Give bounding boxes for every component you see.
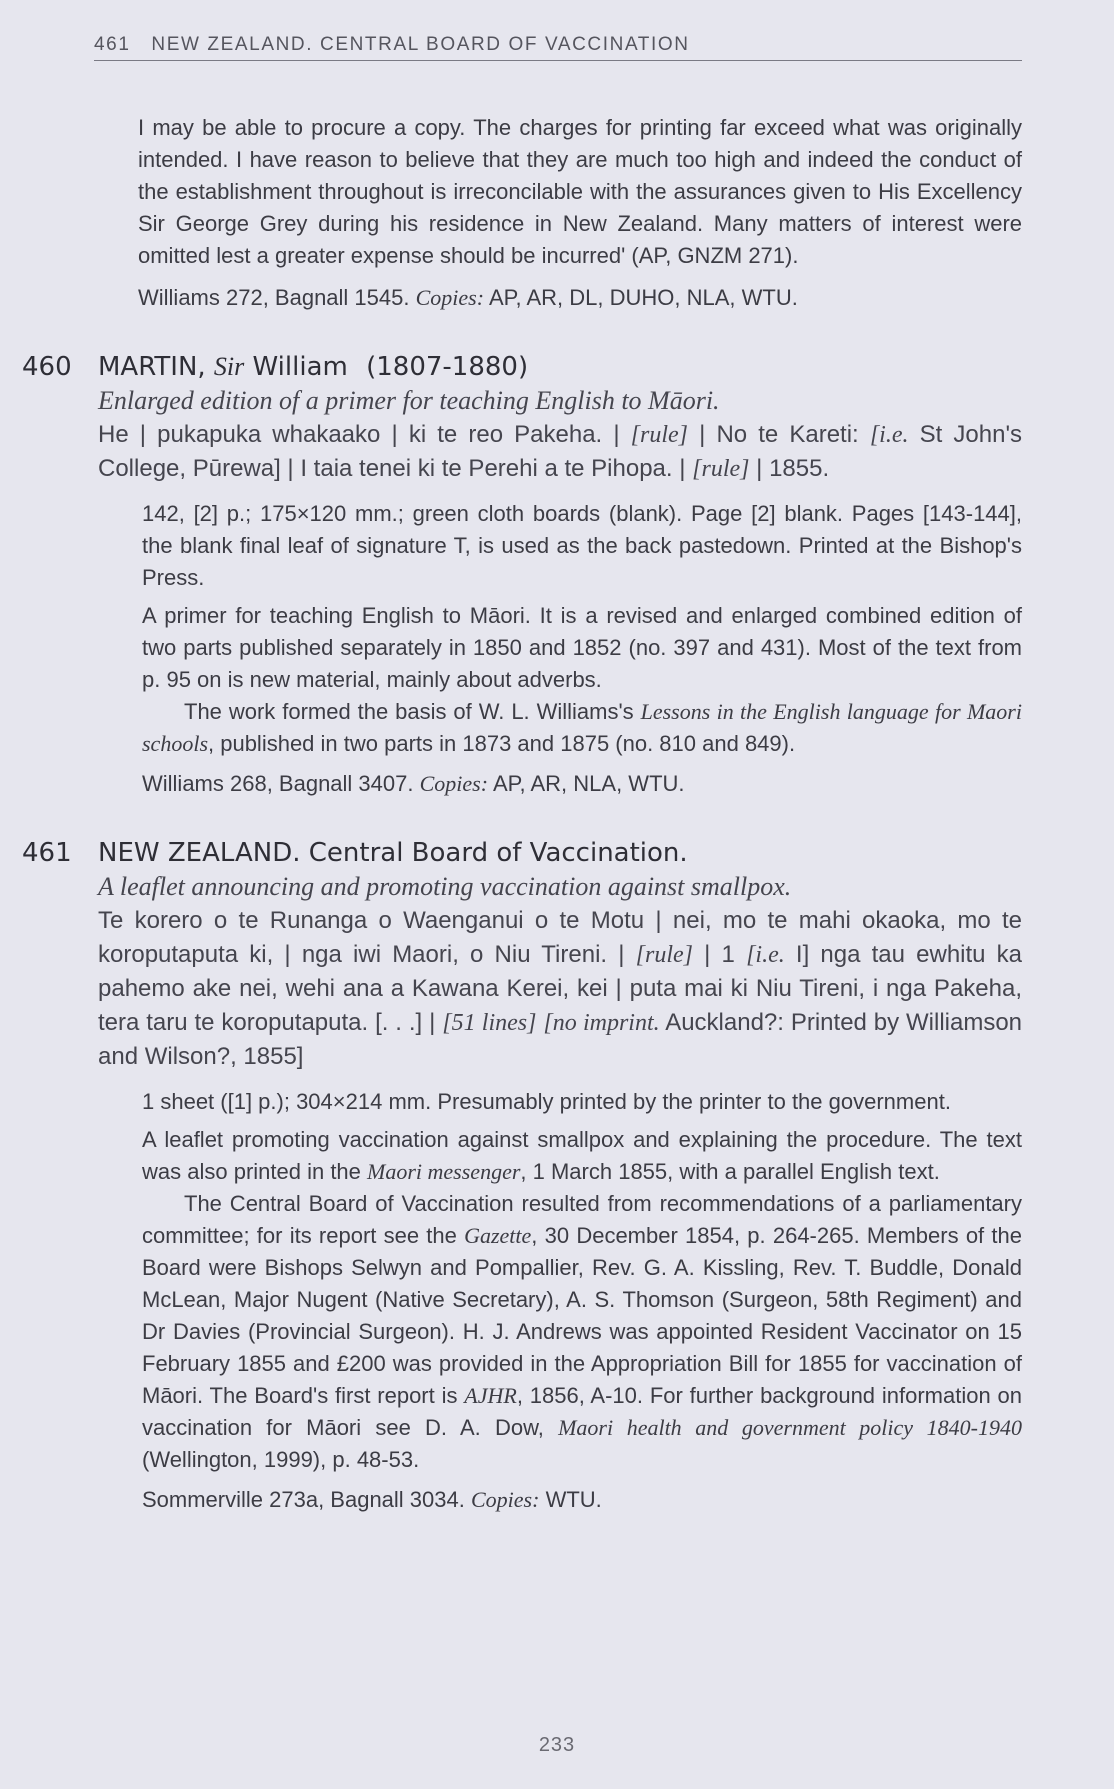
entry-refs xyxy=(142,1484,1022,1516)
title-no-imprint: [no imprint. xyxy=(543,1010,660,1036)
note-paragraph xyxy=(142,696,1022,760)
title-ie: [i.e. xyxy=(869,422,909,448)
entry-refs xyxy=(142,768,1022,800)
note-text: , published in two parts in 1873 and 1875 (no. 810 and 849). xyxy=(208,731,796,756)
note-book-title: Maori health and government policy 1840-1940 xyxy=(558,1415,1022,1440)
note-paragraph: A primer for teaching English to Māori. It is a revised and enlarged combined edition of two parts published separately in 1850 and 1852 (no. 397 and 431). Most of the text from p. 95 on is new material, mainly about adverbs. xyxy=(142,603,1022,692)
title-ie: [i.e. xyxy=(746,942,785,968)
refs-text: Williams 268, Bagnall 3407. xyxy=(142,771,414,796)
note-periodical: Maori messenger xyxy=(367,1159,521,1184)
note-text: The Central Board of Vaccination resulted from recommendations of a parliamentary committee; for its report see the xyxy=(142,1191,1022,1248)
entry-460 xyxy=(0,350,1114,800)
copies-list: AP, AR, DL, DUHO, NLA, WTU. xyxy=(488,285,798,310)
author-dates: (1807-1880) xyxy=(366,352,529,382)
note-periodical: Gazette xyxy=(464,1223,532,1248)
note-text: , 1856, A-10. For further background information on vaccination for Māori see D. A. Dow, xyxy=(142,1383,1022,1440)
author-heading: NEW ZEALAND. Central Board of Vaccination. xyxy=(98,838,688,868)
copies-list: AP, AR, NLA, WTU. xyxy=(492,771,685,796)
title-part: | 1 xyxy=(704,941,735,968)
entry-heading xyxy=(0,350,1114,384)
title-part: St John's College, Pūrewa] | I taia tenei ki te Perehi a te Pihopa. | xyxy=(98,421,1023,482)
refs-text: Sommerville 273a, Bagnall 3034. xyxy=(142,1487,465,1512)
entry-notes xyxy=(0,1086,1114,1516)
note-text: , 1 March 1855, with a parallel English text. xyxy=(520,1159,940,1184)
title-transcription xyxy=(0,904,1114,1074)
running-head-number: 461 xyxy=(94,34,131,55)
author-title: Sir xyxy=(213,352,245,381)
refs-text: Williams 272, Bagnall 1545. xyxy=(138,285,410,310)
entry-heading xyxy=(0,836,1114,870)
continuation-text: I may be able to procure a copy. The charges for printing far exceed what was originally intended. I have reason to believe that they are much too high and indeed the conduct of the establishment throughout is irreconcilable with the assurances given to His Excellency Sir George Grey during his residence in New Zealand. Many matters of interest were omitted lest a greater expense should be incurred' (AP, GNZM 271). xyxy=(138,115,1022,268)
title-rule: [rule] xyxy=(630,422,689,448)
title-rule: [rule] xyxy=(635,942,693,968)
title-lines: [51 lines] xyxy=(442,1010,537,1036)
collation: 1 sheet ([1] p.); 304×214 mm. Presumably printed by the printer to the government. xyxy=(142,1089,951,1114)
author-surname: MARTIN, xyxy=(98,352,206,382)
collation: 142, [2] p.; 175×120 mm.; green cloth boards (blank). Page [2] blank. Pages [143-144], the blank final leaf of signature T, is used as the back pastedown. Printed at the Bishop's Press. xyxy=(142,501,1022,590)
note-text: , 30 December 1854, p. 264-265. Members of the Board were Bishops Selwyn and Pompallier, Rev. G. A. Kissling, Rev. T. Buddle, Donald McLean, Major Nugent (Native Secretary), A. S. Thomson (Surgeon, 58th Regiment) and Dr Davies (Provincial Surgeon). H. J. Andrews was appointed Resident Vaccinator on 15 February 1855 and £200 was provided in the Appropriation Bill for 1855 for vaccination of Māori. The Board's first report is xyxy=(142,1223,1022,1408)
copies-label: Copies: xyxy=(415,285,485,310)
title-part: Auckland?: Printed by Williamson and Wilson?, 1855] xyxy=(98,1009,1023,1070)
note-book-title: Lessons in the English language for Maori schools xyxy=(142,699,1022,756)
page-content xyxy=(0,112,1114,1516)
note-text: (Wellington, 1999), p. 48-53. xyxy=(142,1447,420,1472)
title-part: He | pukapuka whakaako | ki te reo Pakeha. | xyxy=(98,421,620,448)
entry-subject: Enlarged edition of a primer for teaching English to Māori. xyxy=(98,386,720,415)
entry-subject: A leaflet announcing and promoting vaccination against smallpox. xyxy=(98,872,792,901)
note-text: The work formed the basis of W. L. Williams's xyxy=(184,699,634,724)
author-forename: William xyxy=(252,352,348,382)
note-periodical: AJHR xyxy=(464,1383,517,1408)
page-number: 233 xyxy=(538,1734,576,1756)
title-transcription xyxy=(0,418,1114,486)
entry-number: 461 xyxy=(22,838,72,868)
running-head xyxy=(94,34,1022,61)
title-part: | 1855. xyxy=(756,455,830,482)
running-head-text: NEW ZEALAND. CENTRAL BOARD OF VACCINATION xyxy=(151,34,690,55)
entry-notes xyxy=(0,498,1114,800)
continuation-refs xyxy=(138,282,1022,314)
title-rule: [rule] xyxy=(692,456,750,482)
title-part: | No te Kareti: xyxy=(699,421,859,448)
entry-461 xyxy=(0,836,1114,1516)
copies-list: WTU. xyxy=(545,1487,602,1512)
note-paragraph xyxy=(142,1188,1022,1476)
note-paragraph xyxy=(142,1124,1022,1188)
entry-number: 460 xyxy=(22,352,72,382)
title-part: I] nga tau ewhitu ka pahemo ake nei, wehi ana a Kawana Kerei, kei | puta mai ki Niu Tireni, i nga Pakeha, tera taru te koroputaputa. [. . .] | xyxy=(98,941,1023,1036)
continuation-block xyxy=(0,112,1114,314)
copies-label: Copies: xyxy=(470,1487,540,1512)
title-part: Te korero o te Runanga o Waenganui o te Motu | nei, mo te mahi okaoka, mo te koroputaputa ki, | nga iwi Maori, o Niu Tireni. | xyxy=(98,907,1022,968)
copies-label: Copies: xyxy=(419,771,489,796)
note-text: A leaflet promoting vaccination against smallpox and explaining the procedure. The text was also printed in the xyxy=(142,1127,1022,1184)
